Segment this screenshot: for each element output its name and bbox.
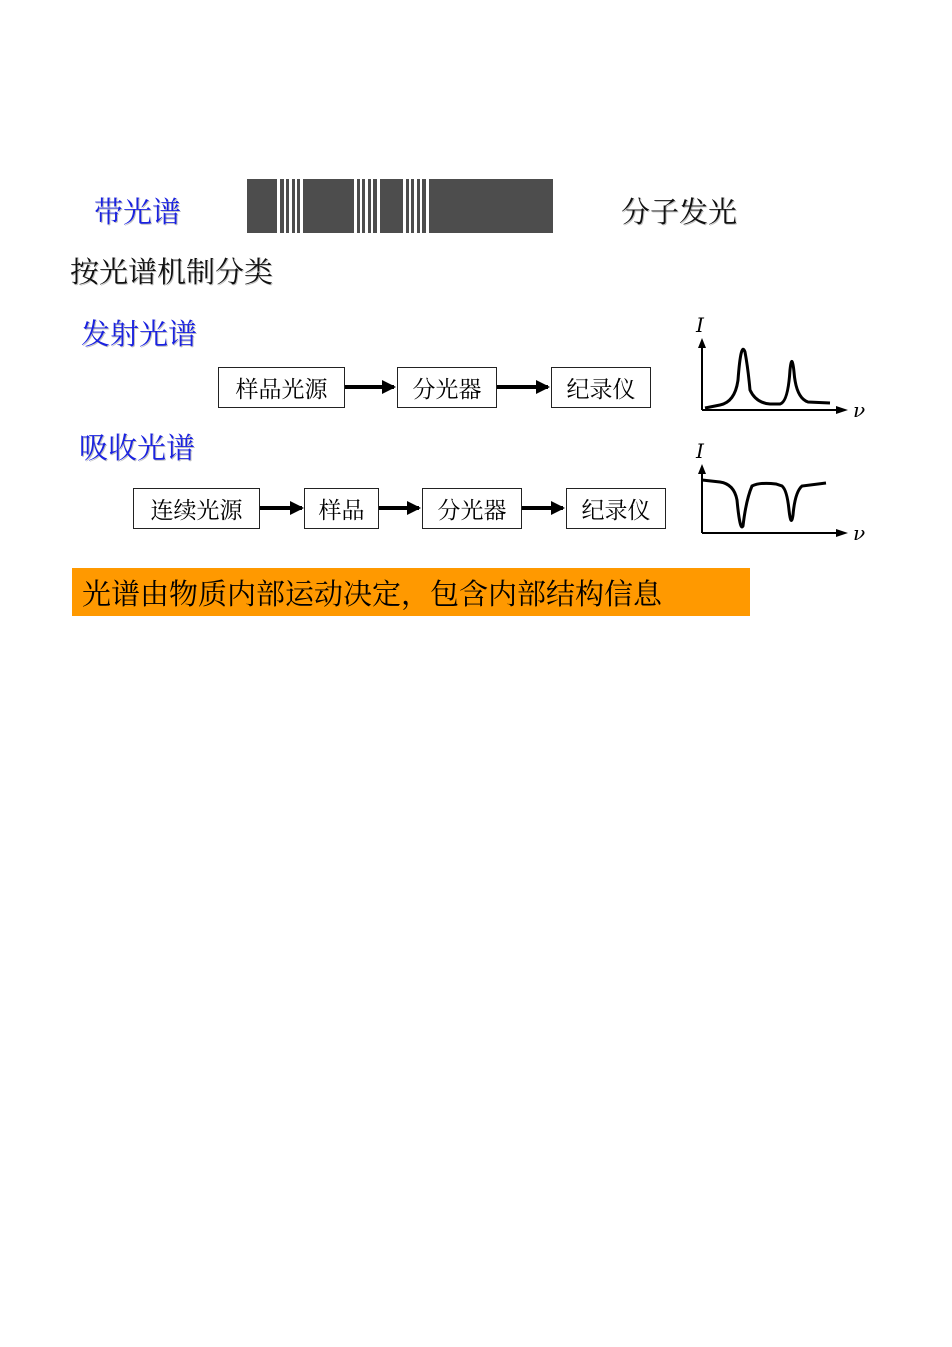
band-spectrum-label: 带光谱 bbox=[94, 195, 182, 229]
spectral-line bbox=[300, 179, 303, 233]
absorption-step-continuous-source: 连续光源 bbox=[133, 488, 260, 529]
emission-y-axis-label: I bbox=[696, 313, 704, 337]
summary-banner-text: 光谱由物质内部运动决定，包含内部结构信息 bbox=[82, 576, 663, 611]
emission-x-axis-label: ν bbox=[853, 398, 866, 422]
absorption-step-recorder: 纪录仪 bbox=[566, 488, 666, 529]
emission-spectrum-graph bbox=[690, 310, 880, 425]
emission-step-recorder: 纪录仪 bbox=[551, 367, 651, 408]
spectral-line bbox=[289, 179, 292, 233]
spectral-line bbox=[360, 179, 362, 233]
absorption-spectrum-graph bbox=[690, 440, 880, 550]
y-axis-arrowhead bbox=[698, 464, 706, 474]
molecular-emission-note: 分子发光 bbox=[621, 195, 738, 229]
spectral-line bbox=[426, 179, 429, 233]
absorption-step-monochromator: 分光器 bbox=[422, 488, 522, 529]
spectral-line bbox=[409, 179, 411, 233]
spectral-line bbox=[420, 179, 422, 233]
spectral-line bbox=[377, 179, 380, 233]
flow-arrow bbox=[260, 506, 302, 510]
emission-step-sample-source: 样品光源 bbox=[218, 367, 345, 408]
flow-arrow bbox=[345, 385, 394, 389]
absorption-x-axis-label: ν bbox=[853, 521, 866, 545]
band-spectrum-image bbox=[247, 179, 553, 233]
spectral-line bbox=[371, 179, 373, 233]
spectral-line bbox=[277, 179, 280, 233]
spectral-line bbox=[414, 179, 417, 233]
spectral-line bbox=[354, 179, 357, 233]
spectral-line bbox=[365, 179, 368, 233]
flow-arrow bbox=[497, 385, 548, 389]
absorption-y-axis-label: I bbox=[696, 439, 704, 463]
x-axis-arrowhead bbox=[836, 406, 848, 414]
spectral-line bbox=[295, 179, 297, 233]
emission-curve bbox=[705, 349, 830, 408]
x-axis-arrowhead bbox=[836, 529, 848, 537]
y-axis-arrowhead bbox=[698, 338, 706, 348]
flow-arrow bbox=[522, 506, 563, 510]
emission-spectrum-label: 发射光谱 bbox=[81, 317, 198, 351]
absorption-spectrum-label: 吸收光谱 bbox=[79, 431, 196, 465]
absorption-curve bbox=[702, 480, 826, 527]
summary-banner bbox=[72, 568, 750, 616]
absorption-step-sample: 样品 bbox=[304, 488, 379, 529]
flow-arrow bbox=[379, 506, 419, 510]
spectral-line bbox=[284, 179, 286, 233]
emission-step-monochromator: 分光器 bbox=[397, 367, 497, 408]
classification-heading: 按光谱机制分类 bbox=[70, 255, 274, 289]
spectral-line bbox=[403, 179, 406, 233]
